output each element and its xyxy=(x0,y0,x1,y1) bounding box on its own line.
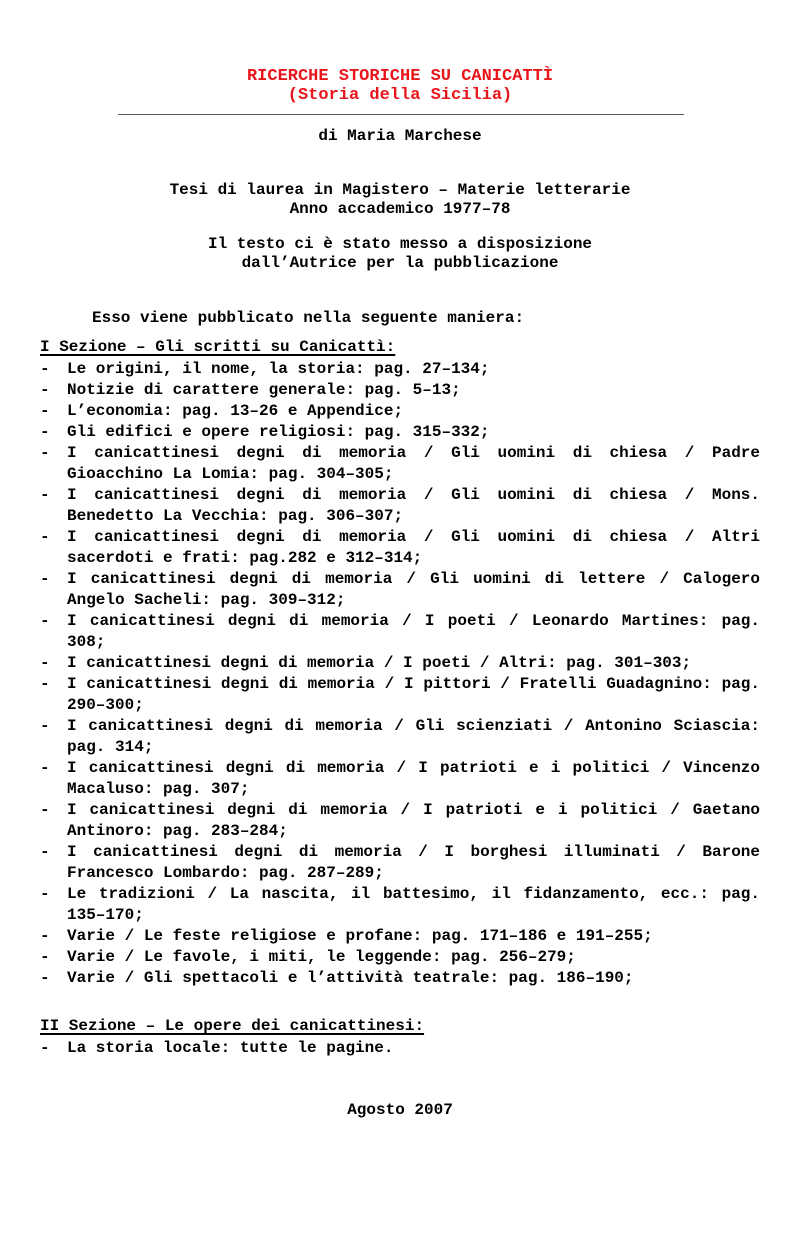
list-item: - I canicattinesi degni di memoria / Gli uomini di lettere / Calogero Angelo Sacheli: pag. 309–312; xyxy=(40,569,760,611)
section-2-heading: II Sezione – Le opere dei canicattinesi: xyxy=(40,1017,425,1035)
list-item: - I canicattinesi degni di memoria / I patrioti e i politici / Vincenzo Macaluso: pag. 307; xyxy=(40,758,760,800)
list-item: - I canicattinesi degni di memoria / Gli uomini di chiesa / Altri sacerdoti e frati: pag.282 e 312–314; xyxy=(40,527,760,569)
list-item: - I canicattinesi degni di memoria / Gli scienziati / Antonino Sciascia: pag. 314; xyxy=(40,716,760,758)
list-item: - Varie / Gli spettacoli e l’attività teatrale: pag. 186–190; xyxy=(40,968,760,989)
section-2-list xyxy=(40,1038,760,1059)
list-item: - Varie / Le feste religiose e profane: pag. 171–186 e 191–255; xyxy=(40,926,760,947)
list-item: - Le tradizioni / La nascita, il battesimo, il fidanzamento, ecc.: pag. 135–170; xyxy=(40,884,760,926)
list-item: - La storia locale: tutte le pagine. xyxy=(40,1038,760,1059)
title-divider xyxy=(118,114,684,115)
list-item: - Gli edifici e opere religiosi: pag. 315–332; xyxy=(40,422,760,443)
list-item: - I canicattinesi degni di memoria / I pittori / Fratelli Guadagnino: pag. 290–300; xyxy=(40,674,760,716)
section-1-list xyxy=(40,359,760,989)
list-item: - Le origini, il nome, la storia: pag. 27–134; xyxy=(40,359,760,380)
document-title: RICERCHE STORICHE SU CANICATTÌ xyxy=(246,67,554,86)
list-item: - I canicattinesi degni di memoria / I patrioti e i politici / Gaetano Antinoro: pag. 283–284; xyxy=(40,800,760,842)
note-line-1: Il testo ci è stato messo a disposizione xyxy=(207,235,593,253)
intro-text: Esso viene pubblicato nella seguente maniera: xyxy=(92,309,525,327)
thesis-line: Tesi di laurea in Magistero – Materie letterarie xyxy=(169,181,631,199)
list-item: - I canicattinesi degni di memoria / I borghesi illuminati / Barone Francesco Lombardo: pag. 287–289; xyxy=(40,842,760,884)
list-item: - I canicattinesi degni di memoria / I poeti / Altri: pag. 301–303; xyxy=(40,653,760,674)
section-1-heading: I Sezione – Gli scritti su Canicattì: xyxy=(40,338,396,356)
academic-year-line: Anno accademico 1977–78 xyxy=(289,200,511,218)
author-line: di Maria Marchese xyxy=(318,127,482,145)
document-subtitle: (Storia della Sicilia) xyxy=(287,86,513,105)
list-item: - I canicattinesi degni di memoria / Gli uomini di chiesa / Mons. Benedetto La Vecchia: pag. 306–307; xyxy=(40,485,760,527)
list-item: - L’economia: pag. 13–26 e Appendice; xyxy=(40,401,760,422)
list-item: - Notizie di carattere generale: pag. 5–13; xyxy=(40,380,760,401)
list-item: - I canicattinesi degni di memoria / I poeti / Leonardo Martines: pag. 308; xyxy=(40,611,760,653)
note-line-2: dall’Autrice per la pubblicazione xyxy=(241,254,559,272)
document-date: Agosto 2007 xyxy=(347,1101,453,1119)
list-item: - I canicattinesi degni di memoria / Gli uomini di chiesa / Padre Gioacchino La Lomia: pag. 304–305; xyxy=(40,443,760,485)
list-item: - Varie / Le favole, i miti, le leggende: pag. 256–279; xyxy=(40,947,760,968)
